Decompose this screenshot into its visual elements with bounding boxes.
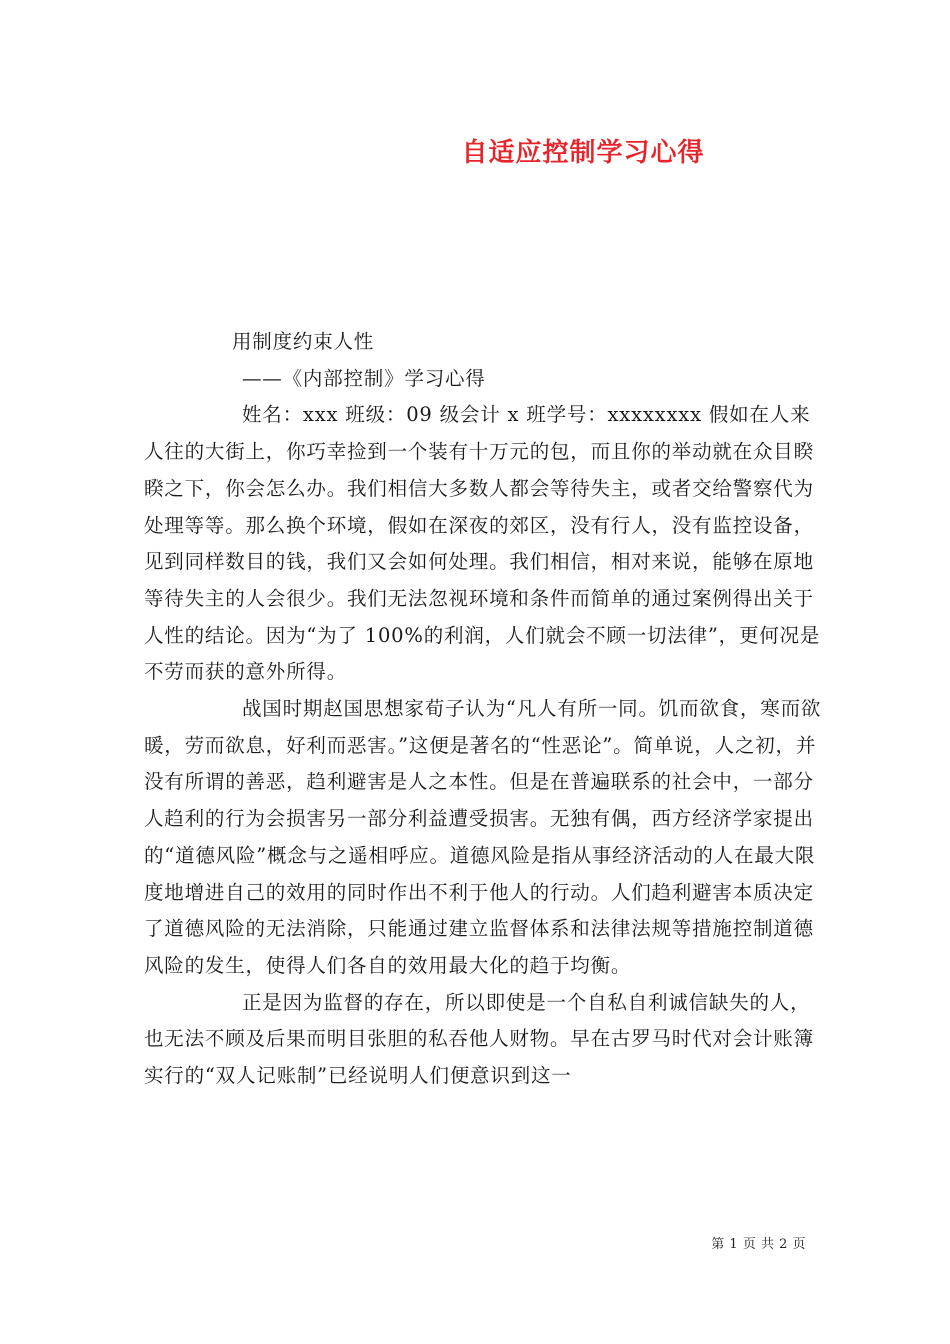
section-heading: 用制度约束人性: [232, 330, 375, 353]
paragraph-supervision: 正是因为监督的存在，所以即使是一个自私自利诚信缺失的人，也无法不顾及后果而明目张胆的私吞他人财物。早在古罗马时代对会计账簿实行的“双人记账制”已经说明人们便意识到这一: [144, 990, 814, 1088]
document-title: 自适应控制学习心得: [461, 138, 705, 168]
section-subheading: ——《内部控制》学习心得: [242, 366, 486, 390]
paragraph-intro: 姓名：xxx 班级：09 级会计 x 班学号：xxxxxxxx 假如在人来人往的大街上，你巧幸捡到一个装有十万元的包，而且你的举动就在众目睽睽之下，你会怎么办。我们相信大多数人都会等待失主，或者交给警察代为处理等等。那么换个环境，假如在深夜的郊区，没有行人，没有监控设备，见到同样数目的钱，我们又会如何处理。我们相信，相对来说，能够在原地等待失主的人会很少。我们无法忽视环境和条件而简单的通过案例得出关于人性的结论。因为“为了 100%的利润，人们就会不顾一切法律”，更何况是不劳而获的意外所得。: [144, 403, 821, 684]
paragraph-xunzi: 战国时期赵国思想家荀子认为“凡人有所一同。饥而欲食，寒而欲暖，劳而欲息，好利而恶害。”这便是著名的“性恶论”。简单说，人之初，并没有所谓的善恶，趋利避害是人之本性。但是在普遍联系的社会中，一部分人趋利的行为会损害另一部分利益遭受损害。无独有偶，西方经济学家提出的“道德风险”概念与之遥相呼应。道德风险是指从事经济活动的人在最大限度地增进自己的效用的同时作出不利于他人的行动。人们趋利避害本质决定了道德风险的无法消除，只能通过建立监督体系和法律法规等措施控制道德风险的发生，使得人们各自的效用最大化的趋于均衡。: [144, 697, 822, 977]
document-body: [144, 324, 830, 1095]
page-number: 第 1 页 共 2 页: [711, 1237, 806, 1252]
